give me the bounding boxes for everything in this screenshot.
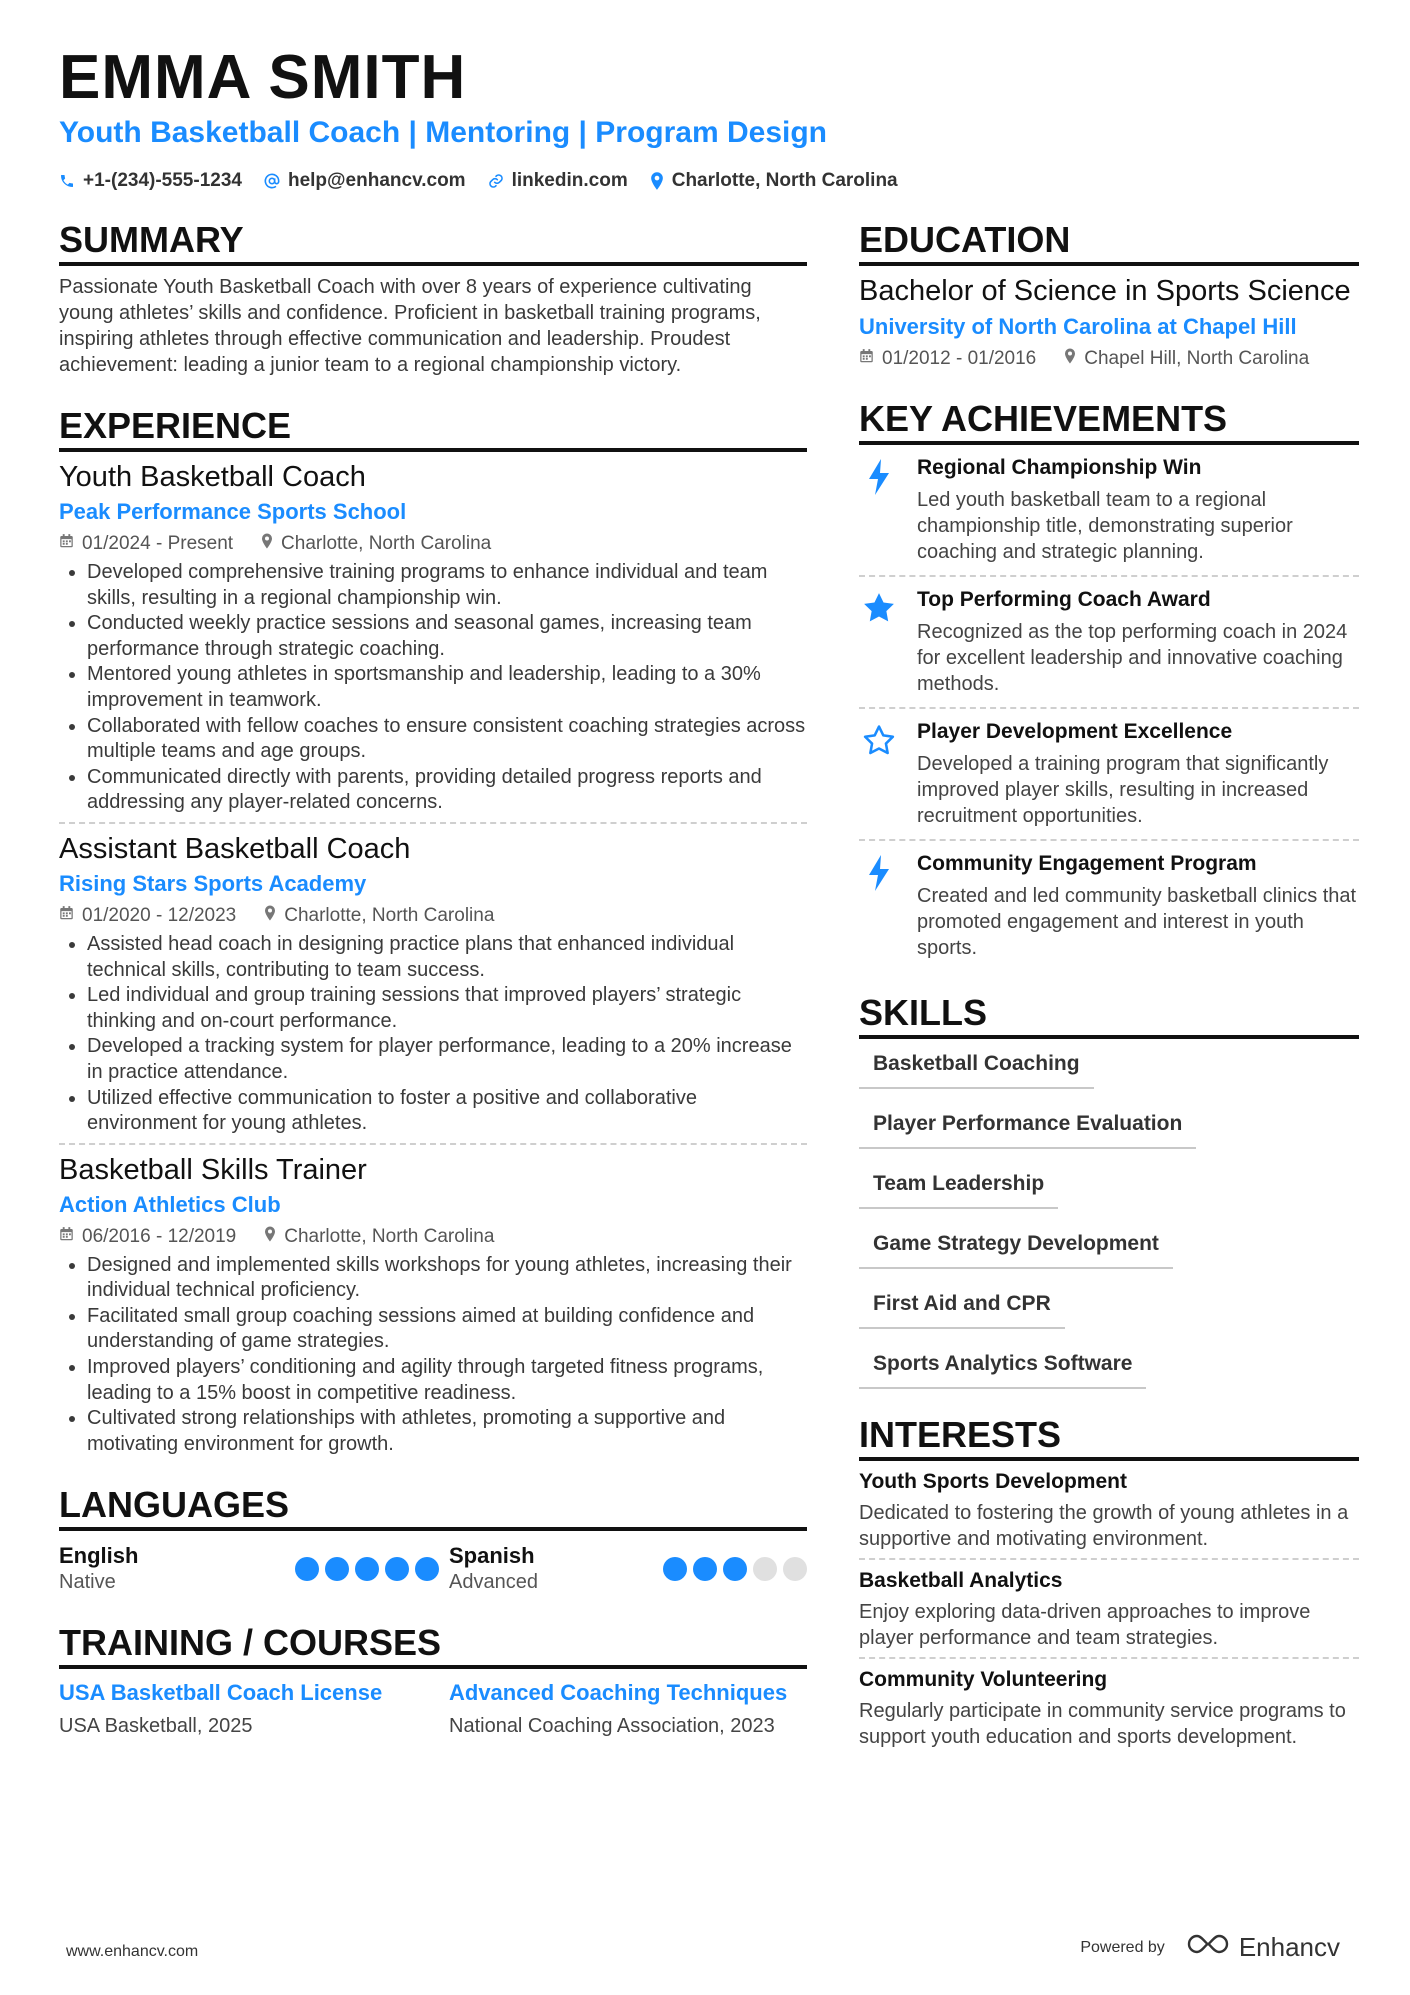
education-degree: Bachelor of Science in Sports Science: [859, 275, 1351, 307]
skill-tag: Basketball Coaching: [859, 1051, 1094, 1089]
course-item: [449, 1679, 807, 1739]
language-level: Advanced: [449, 1571, 538, 1594]
language-rating: [663, 1557, 807, 1595]
email-text: help@enhancv.com: [287, 170, 466, 191]
education-title: EDUCATION: [859, 220, 1359, 266]
list-item: • Conducted weekly practice sessions and seasonal games, increasing team performance through strategic coaching.: [87, 611, 807, 662]
summary-title: SUMMARY: [59, 220, 807, 266]
achievement-title: Community Engagement Program: [917, 852, 1257, 875]
job-entry: [59, 460, 807, 822]
skill-tag: Team Leadership: [859, 1171, 1058, 1209]
skill-tag: First Aid and CPR: [859, 1291, 1065, 1329]
achievement-item: [859, 709, 1359, 841]
courses-row: [59, 1679, 807, 1739]
skill-tag: Sports Analytics Software: [859, 1351, 1146, 1389]
interest-item: [859, 1659, 1359, 1756]
interest-desc: Dedicated to fostering the growth of young athletes in a supportive and motivating environment.: [859, 1502, 1349, 1550]
achievement-item: [859, 577, 1359, 709]
course-org: USA Basketball, 2025: [59, 1715, 253, 1738]
languages-row: [59, 1543, 807, 1595]
job-dates: 06/2016 - 12/2019: [82, 1225, 237, 1247]
job-dates: 01/2024 - Present: [82, 533, 234, 554]
language-rating: [295, 1557, 439, 1595]
job-company: Peak Performance Sports School: [59, 499, 407, 524]
interest-title: Youth Sports Development: [859, 1470, 1127, 1493]
education-dates: 01/2012 - 01/2016: [882, 348, 1037, 369]
job-meta: [59, 532, 807, 556]
interest-desc: Enjoy exploring data-driven approaches to improve player performance and team strategies.: [859, 1601, 1311, 1649]
languages-title: LANGUAGES: [59, 1485, 807, 1531]
language-item: [59, 1543, 449, 1595]
location-icon: [261, 532, 273, 556]
job-location: Charlotte, North Carolina: [281, 533, 492, 554]
tagline: Youth Basketball Coach | Mentoring | Program Design: [59, 116, 828, 149]
course-title: USA Basketball Coach License: [59, 1680, 383, 1706]
skills-section: [859, 993, 1359, 1411]
list-item: • Cultivated strong relationships with athletes, promoting a supportive and motivating environment for growth.: [87, 1406, 807, 1457]
job-meta: [59, 904, 807, 928]
location-icon: [264, 904, 276, 928]
powered-by-label: Powered by: [1080, 1938, 1165, 1956]
language-name: Spanish: [449, 1543, 535, 1569]
rating-dot-filled: [693, 1557, 717, 1581]
course-item: [59, 1679, 449, 1739]
course-title: Advanced Coaching Techniques: [449, 1680, 788, 1706]
rating-dot-filled: [663, 1557, 687, 1581]
training-title: TRAINING / COURSES: [59, 1623, 807, 1669]
calendar-icon: [859, 347, 874, 371]
job-entry: [59, 822, 807, 1143]
phone-text: +1-(234)-555-1234: [83, 170, 242, 191]
job-meta: [59, 1225, 807, 1249]
rating-dot-filled: [355, 1557, 379, 1581]
interest-title: Community Volunteering: [859, 1668, 1108, 1692]
list-item: • Mentored young athletes in sportsmanship and leadership, leading to a 30% improvement in teamwork.: [87, 662, 807, 713]
list-item: • Communicated directly with parents, providing detailed progress reports and addressing any player-related concerns.: [87, 765, 807, 816]
job-bullets: [59, 1253, 807, 1458]
list-item: • Utilized effective communication to foster a positive and collaborative environment for young athletes.: [87, 1086, 807, 1137]
summary-text: Passionate Youth Basketball Coach with over 8 years of experience cultivating young athletes’ skills and confidence. Proficient in basketball training programs, inspiring athletes through effective communication and leadership. Proudest achievement: leading a junior team to a regional championship victory.: [59, 276, 761, 376]
left-column: [59, 220, 807, 1739]
achievements-section: [859, 399, 1359, 971]
calendar-icon: [59, 1225, 74, 1249]
skills-list: [859, 1051, 1359, 1411]
right-column: [859, 220, 1359, 1757]
list-item: • Assisted head coach in designing practice plans that enhanced individual technical skills, contributing to team success.: [87, 932, 807, 983]
language-name: English: [59, 1543, 139, 1569]
interest-title: Basketball Analytics: [859, 1569, 1063, 1593]
contact-bar: [59, 170, 898, 192]
skill-tag: Game Strategy Development: [859, 1231, 1173, 1269]
education-meta: [859, 347, 1359, 371]
lightning-icon: [859, 851, 899, 961]
education-school: University of North Carolina at Chapel Hill: [859, 314, 1297, 339]
achievement-desc: Created and led community basketball clinics that promoted engagement and interest in youth sports.: [917, 885, 1357, 959]
interest-item: [859, 1461, 1359, 1560]
list-item: • Collaborated with fellow coaches to ensure consistent coaching strategies across multiple teams and age groups.: [87, 714, 807, 765]
job-title: Youth Basketball Coach: [59, 461, 366, 493]
rating-dot-empty: [753, 1557, 777, 1581]
rating-dot-filled: [295, 1557, 319, 1581]
lightning-icon: [859, 455, 899, 565]
experience-title: EXPERIENCE: [59, 406, 807, 452]
list-item: • Developed comprehensive training programs to enhance individual and team skills, resulting in a regional championship win.: [87, 560, 807, 611]
job-company: Action Athletics Club: [59, 1191, 281, 1217]
education-section: [859, 220, 1359, 371]
star-outline-icon: [859, 719, 899, 829]
contact-phone[interactable]: [59, 170, 242, 192]
job-bullets: [59, 932, 807, 1137]
interests-section: [859, 1415, 1359, 1757]
achievement-item: [859, 445, 1359, 577]
summary-section: [59, 220, 807, 378]
location-icon: [650, 172, 664, 190]
candidate-name: EMMA SMITH: [59, 43, 467, 112]
achievement-title: Regional Championship Win: [917, 456, 1202, 479]
achievements-title: KEY ACHIEVEMENTS: [859, 399, 1359, 445]
achievement-desc: Recognized as the top performing coach in 2024 for excellent leadership and innovative coaching methods.: [917, 621, 1348, 695]
job-entry: [59, 1143, 807, 1464]
job-location: Charlotte, North Carolina: [284, 1225, 495, 1247]
list-item: • Developed a tracking system for player performance, leading to a 20% increase in practice attendance.: [87, 1034, 807, 1085]
footer-branding: [1080, 1932, 1340, 1963]
achievement-desc: Developed a training program that significantly improved player skills, resulting in increased recruitment opportunities.: [917, 753, 1329, 827]
experience-section: [59, 406, 807, 1463]
job-company: Rising Stars Sports Academy: [59, 870, 367, 896]
linkedin-text: linkedin.com: [511, 170, 628, 191]
list-item: • Facilitated small group coaching sessions aimed at building confidence and understanding of game strategies.: [87, 1304, 807, 1355]
skill-tag: Player Performance Evaluation: [859, 1111, 1196, 1149]
job-dates: 01/2020 - 12/2023: [82, 904, 237, 926]
star-filled-icon: [859, 587, 899, 697]
rating-dot-filled: [723, 1557, 747, 1581]
list-item: • Improved players’ conditioning and agility through targeted fitness programs, leading to a 15% boost in competitive readiness.: [87, 1355, 807, 1406]
languages-section: [59, 1485, 807, 1595]
interest-item: [859, 1560, 1359, 1659]
language-item: [449, 1543, 807, 1595]
interest-desc: Regularly participate in community service programs to support youth education and sports development.: [859, 1700, 1346, 1748]
contact-email[interactable]: [264, 170, 466, 192]
job-title: Assistant Basketball Coach: [59, 832, 411, 865]
at-icon: [264, 173, 280, 189]
footer-url[interactable]: www.enhancv.com: [66, 1943, 199, 1960]
achievement-desc: Led youth basketball team to a regional championship title, demonstrating superior coaching and strategic planning.: [917, 489, 1293, 563]
skills-title: SKILLS: [859, 993, 1359, 1039]
training-section: [59, 1623, 807, 1739]
rating-dot-filled: [325, 1557, 349, 1581]
phone-icon: [59, 173, 75, 189]
achievement-title: Top Performing Coach Award: [917, 588, 1211, 611]
enhancv-logo[interactable]: [1185, 1932, 1340, 1963]
calendar-icon: [59, 904, 74, 928]
rating-dot-empty: [783, 1557, 807, 1581]
brand-name: Enhancv: [1238, 1932, 1340, 1962]
language-level: Native: [59, 1571, 116, 1594]
job-title: Basketball Skills Trainer: [59, 1153, 367, 1186]
calendar-icon: [59, 532, 74, 556]
location-icon: [1064, 347, 1076, 371]
location-text: Charlotte, North Carolina: [671, 170, 898, 191]
achievement-title: Player Development Excellence: [917, 720, 1233, 743]
job-bullets: [59, 560, 807, 816]
link-icon: [488, 173, 504, 189]
job-location: Charlotte, North Carolina: [284, 904, 495, 926]
list-item: • Designed and implemented skills workshops for young athletes, increasing their individual technical proficiency.: [87, 1253, 807, 1304]
location-icon: [264, 1225, 276, 1249]
contact-location: [650, 170, 898, 192]
course-org: National Coaching Association, 2023: [449, 1715, 775, 1738]
rating-dot-filled: [385, 1557, 409, 1581]
education-location: Chapel Hill, North Carolina: [1084, 348, 1310, 369]
infinity-icon: [1185, 1932, 1231, 1963]
achievement-item: [859, 841, 1359, 971]
rating-dot-filled: [415, 1557, 439, 1581]
list-item: • Led individual and group training sessions that improved players’ strategic thinking and on-court performance.: [87, 983, 807, 1034]
interests-title: INTERESTS: [859, 1415, 1359, 1461]
contact-linkedin[interactable]: [488, 170, 628, 192]
